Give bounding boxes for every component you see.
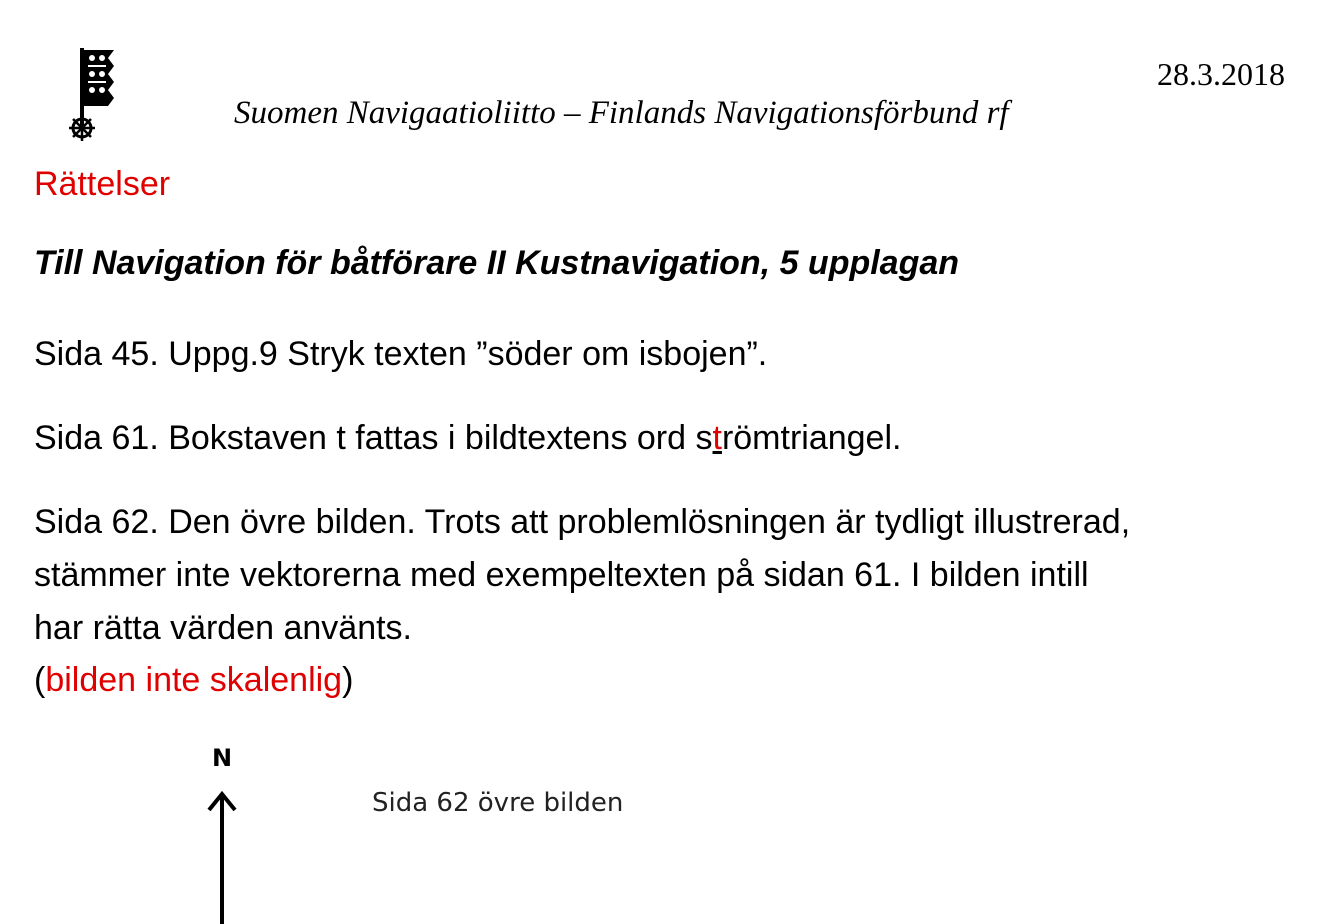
document-date: 28.3.2018 [1157, 56, 1285, 92]
correction-text-after: römtriangel. [721, 419, 902, 457]
correction-page-62 [34, 496, 1130, 655]
arrow-up-icon [200, 790, 244, 924]
correction-page-45: Sida 45. Uppg.9 Stryk texten ”söder om isbojen”. [34, 335, 768, 373]
scale-note-close-paren: ) [342, 661, 354, 699]
missing-letter-highlight: t [712, 419, 722, 457]
organization-logo [62, 44, 122, 144]
scale-note [34, 654, 353, 707]
scale-note-open-paren: ( [34, 661, 46, 699]
north-label: N [212, 744, 233, 772]
correction-line: har rätta värden använts. [34, 609, 413, 647]
figure-caption: Sida 62 övre bilden [372, 788, 624, 818]
correction-line: Sida 62. Den övre bilden. Trots att problemlösningen är tydligt illustrerad, [34, 503, 1131, 541]
correction-page-61 [34, 412, 901, 465]
section-title: Rättelser [34, 165, 171, 203]
organization-name: Suomen Navigaatioliitto – Finlands Navigationsförbund rf [234, 95, 1009, 131]
vector-figure [0, 730, 1333, 924]
correction-text-before: Sida 61. Bokstaven t fattas i bildtextens ord s [34, 419, 713, 457]
book-title: Till Navigation för båtförare II Kustnavigation, 5 upplagan [34, 244, 960, 282]
scale-note-text: bilden inte skalenlig [45, 661, 343, 699]
correction-line: stämmer inte vektorerna med exempeltexten på sidan 61. I bilden intill [34, 556, 1089, 594]
